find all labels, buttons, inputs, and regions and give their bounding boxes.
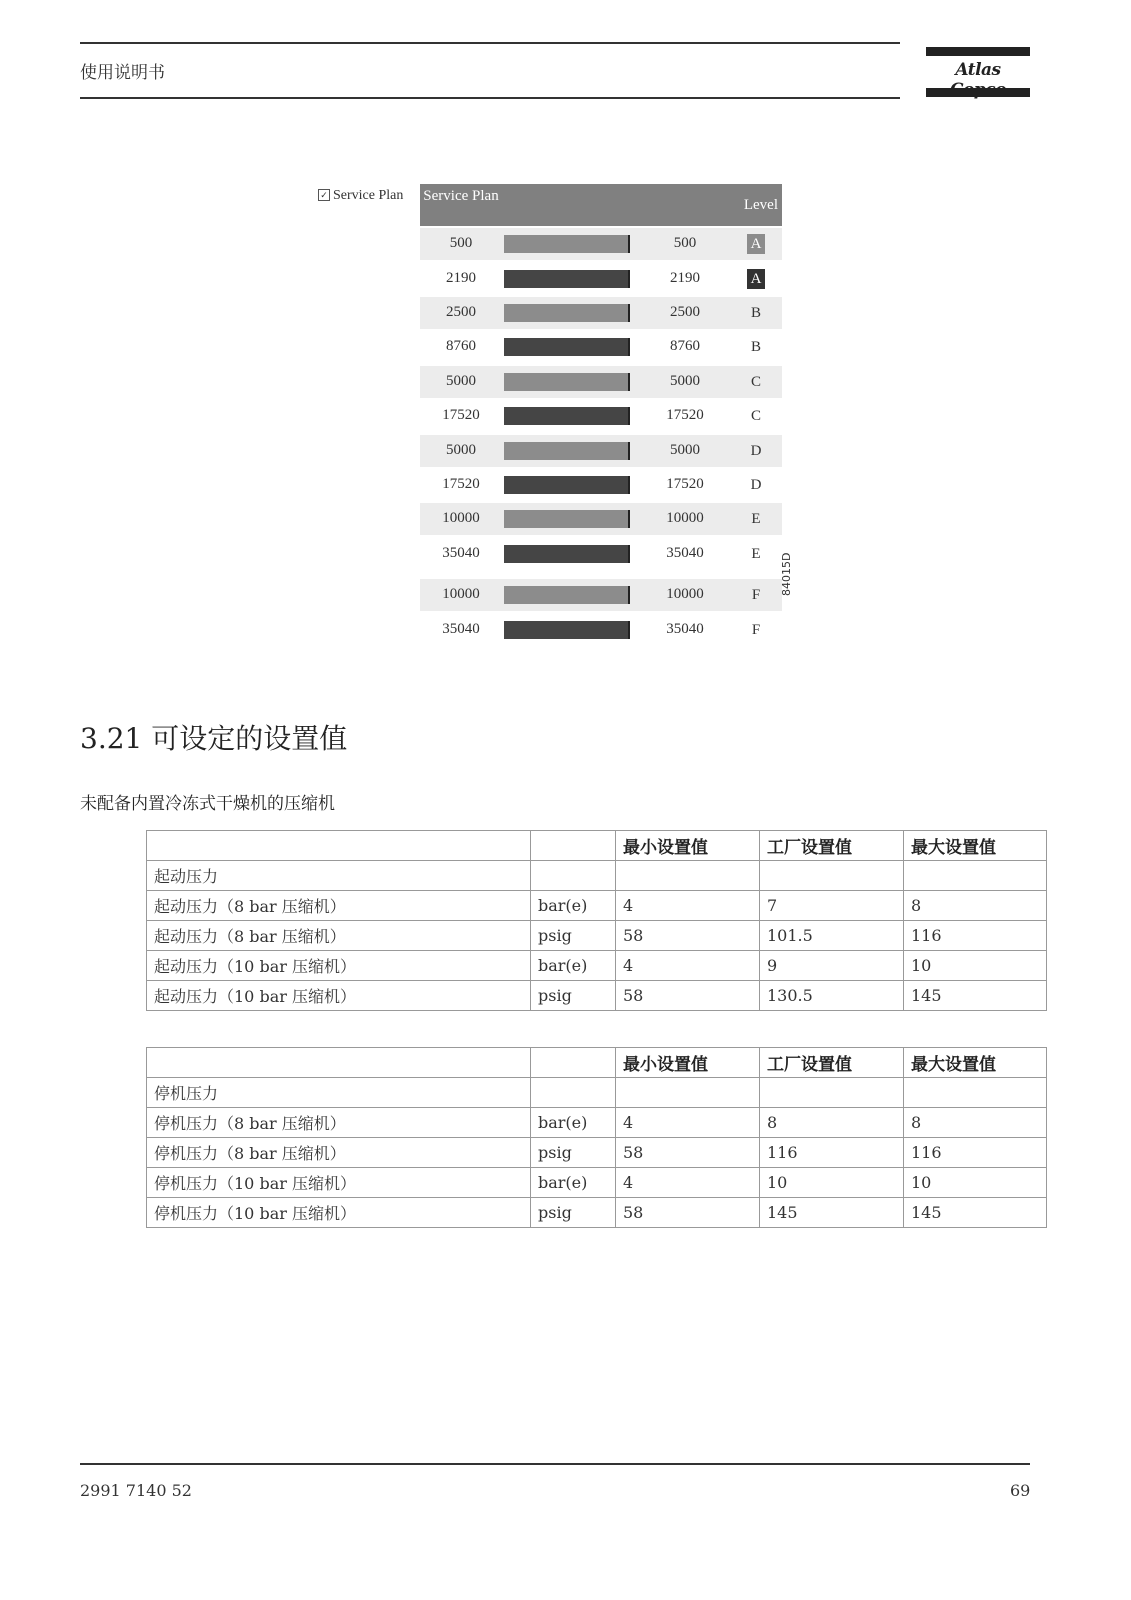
- table-cell: [760, 1078, 904, 1108]
- table-cell: 8: [904, 1108, 1047, 1138]
- table-cell: 4: [616, 1108, 760, 1138]
- service-plan-row: [420, 614, 782, 646]
- table-cell: bar(e): [531, 891, 616, 921]
- service-plan-bar: [504, 407, 630, 425]
- table-cell: 工厂设置值: [760, 1048, 904, 1078]
- page-number: 69: [1010, 1481, 1031, 1500]
- table-cell: psig: [531, 1198, 616, 1228]
- table-cell: 最大设置值: [904, 831, 1047, 861]
- service-plan-value: 8760: [670, 338, 700, 354]
- start-pressure-table: [146, 830, 1047, 1011]
- table-group-row: [147, 1078, 1047, 1108]
- table-cell: 58: [616, 1138, 760, 1168]
- table-cell: 起动压力（8 bar 压缩机）: [147, 921, 531, 951]
- figure-code: 84015D: [780, 552, 793, 596]
- service-plan-value: 35040: [666, 621, 704, 637]
- service-plan-value: 10000: [666, 586, 704, 602]
- service-plan-hours: 5000: [446, 442, 476, 458]
- table-cell: [147, 1048, 531, 1078]
- table-cell: 7: [760, 891, 904, 921]
- table-cell: 最大设置值: [904, 1048, 1047, 1078]
- table-cell: bar(e): [531, 1108, 616, 1138]
- service-plan-bar: [504, 270, 630, 288]
- service-plan-hours: 500: [449, 235, 473, 251]
- table-cell: [904, 861, 1047, 891]
- service-plan-value: 35040: [666, 545, 704, 561]
- table-row: [147, 981, 1047, 1011]
- logo-text: Atlas: [955, 60, 1001, 80]
- table-row: [147, 921, 1047, 951]
- service-plan-value: 2190: [670, 270, 700, 286]
- table-cell: 116: [904, 1138, 1047, 1168]
- table-cell: [531, 861, 616, 891]
- table-cell: 9: [760, 951, 904, 981]
- table-cell: 起动压力: [147, 861, 531, 891]
- table-cell: 4: [616, 951, 760, 981]
- service-plan-bar: [504, 545, 630, 563]
- service-plan-hours: 17520: [442, 407, 480, 423]
- section-title: 3.21 可设定的设置值: [80, 722, 348, 755]
- table-cell: 最小设置值: [616, 831, 760, 861]
- service-plan-hours: 35040: [442, 621, 480, 637]
- table-cell: bar(e): [531, 1168, 616, 1198]
- service-plan-value: 500: [673, 235, 697, 251]
- stop-pressure-table: [146, 1047, 1047, 1228]
- service-plan-row: [420, 228, 782, 260]
- service-plan-row: [420, 579, 782, 611]
- service-plan-hours: 8760: [446, 338, 476, 354]
- table-cell: 58: [616, 921, 760, 951]
- atlas-copco-logo: [926, 47, 1030, 100]
- service-level: F: [751, 587, 761, 603]
- table-cell: 4: [616, 1168, 760, 1198]
- table-cell: 10: [904, 1168, 1047, 1198]
- service-plan-checkbox: [318, 188, 403, 204]
- table-cell: [904, 1078, 1047, 1108]
- service-plan-hours: 2190: [446, 270, 476, 286]
- table-cell: 116: [904, 921, 1047, 951]
- table-cell: psig: [531, 1138, 616, 1168]
- checkbox-checked-icon: ✓: [318, 189, 330, 201]
- table-cell: [760, 861, 904, 891]
- service-level: C: [750, 374, 761, 390]
- footer-rule: [80, 1463, 1030, 1465]
- table-cell: 停机压力（8 bar 压缩机）: [147, 1138, 531, 1168]
- header-rule-bottom: [80, 97, 900, 99]
- table-cell: 58: [616, 981, 760, 1011]
- table-cell: 145: [760, 1198, 904, 1228]
- table-cell: 116: [760, 1138, 904, 1168]
- section-subtitle: 未配备内置冷冻式干燥机的压缩机: [80, 794, 335, 814]
- table-cell: 起动压力（10 bar 压缩机）: [147, 951, 531, 981]
- table-cell: 145: [904, 1198, 1047, 1228]
- service-plan-row: [420, 400, 782, 432]
- service-level: A: [747, 234, 765, 254]
- table-cell: [531, 831, 616, 861]
- service-level: F: [751, 622, 761, 638]
- table-row: [147, 951, 1047, 981]
- table-cell: 10: [760, 1168, 904, 1198]
- table-row: [147, 1138, 1047, 1168]
- table-cell: [616, 861, 760, 891]
- table-cell: 145: [904, 981, 1047, 1011]
- table-cell: 起动压力（10 bar 压缩机）: [147, 981, 531, 1011]
- table-cell: 停机压力（8 bar 压缩机）: [147, 1108, 531, 1138]
- table-cell: 停机压力: [147, 1078, 531, 1108]
- service-level: B: [750, 339, 761, 355]
- table-header-row: [147, 1048, 1047, 1078]
- header-title: 使用说明书: [80, 63, 165, 83]
- service-plan-value: 5000: [670, 442, 700, 458]
- service-plan-bar: [504, 476, 630, 494]
- table-cell: 最小设置值: [616, 1048, 760, 1078]
- table-cell: 101.5: [760, 921, 904, 951]
- table-cell: 停机压力（10 bar 压缩机）: [147, 1168, 531, 1198]
- table-cell: 8: [904, 891, 1047, 921]
- table-cell: 停机压力（10 bar 压缩机）: [147, 1198, 531, 1228]
- service-plan-value: 17520: [666, 407, 704, 423]
- service-plan-value: 2500: [670, 304, 700, 320]
- service-plan-row: [420, 297, 782, 329]
- table-row: [147, 1168, 1047, 1198]
- service-plan-header: [420, 184, 782, 226]
- service-plan-bar: [504, 621, 630, 639]
- service-plan-value: 10000: [666, 510, 704, 526]
- service-plan-row: [420, 469, 782, 501]
- table-group-row: [147, 861, 1047, 891]
- service-plan-row: [420, 538, 782, 570]
- service-plan-bar: [504, 235, 630, 253]
- service-plan-hours: 10000: [442, 586, 480, 602]
- table-cell: [147, 831, 531, 861]
- service-plan-hours: 17520: [442, 476, 480, 492]
- doc-number: 2991 7140 52: [80, 1481, 192, 1500]
- header-rule-top: [80, 42, 900, 44]
- service-plan-checkbox-label: Service Plan: [333, 188, 404, 203]
- service-plan-bar: [504, 373, 630, 391]
- table-cell: 10: [904, 951, 1047, 981]
- service-plan-hours: 5000: [446, 373, 476, 389]
- service-level: E: [751, 511, 761, 527]
- service-level: E: [751, 546, 761, 562]
- service-plan-row: [420, 503, 782, 535]
- service-level: A: [747, 269, 765, 289]
- service-level: B: [750, 305, 761, 321]
- table-header-row: [147, 831, 1047, 861]
- logo-bar-top: [926, 47, 1030, 56]
- table-row: [147, 891, 1047, 921]
- table-cell: 8: [760, 1108, 904, 1138]
- table-row: [147, 1108, 1047, 1138]
- service-plan-bar: [504, 586, 630, 604]
- table-cell: [531, 1048, 616, 1078]
- col-service-plan: Service Plan: [423, 188, 499, 204]
- table-cell: [616, 1078, 760, 1108]
- table-row: [147, 1198, 1047, 1228]
- service-level: C: [750, 408, 761, 424]
- table-cell: psig: [531, 921, 616, 951]
- service-plan-hours: 2500: [446, 304, 476, 320]
- table-cell: 130.5: [760, 981, 904, 1011]
- service-plan-bar: [504, 510, 630, 528]
- table-cell: 4: [616, 891, 760, 921]
- table-cell: bar(e): [531, 951, 616, 981]
- service-plan-value: 17520: [666, 476, 704, 492]
- table-cell: 起动压力（8 bar 压缩机）: [147, 891, 531, 921]
- service-plan-row: [420, 263, 782, 295]
- service-level: D: [750, 443, 762, 459]
- service-plan-hours: 35040: [442, 545, 480, 561]
- table-cell: 工厂设置值: [760, 831, 904, 861]
- table-cell: psig: [531, 981, 616, 1011]
- service-plan-value: 5000: [670, 373, 700, 389]
- service-plan-row: [420, 331, 782, 363]
- service-plan-hours: 10000: [442, 510, 480, 526]
- table-cell: 58: [616, 1198, 760, 1228]
- service-plan-bar: [504, 304, 630, 322]
- col-level: Level: [743, 197, 778, 213]
- service-plan-row: [420, 366, 782, 398]
- table-cell: [531, 1078, 616, 1108]
- service-plan-bar: [504, 338, 630, 356]
- service-plan-bar: [504, 442, 630, 460]
- logo-bar-bottom: [926, 88, 1030, 97]
- service-plan-row: [420, 435, 782, 467]
- service-level: D: [750, 477, 762, 493]
